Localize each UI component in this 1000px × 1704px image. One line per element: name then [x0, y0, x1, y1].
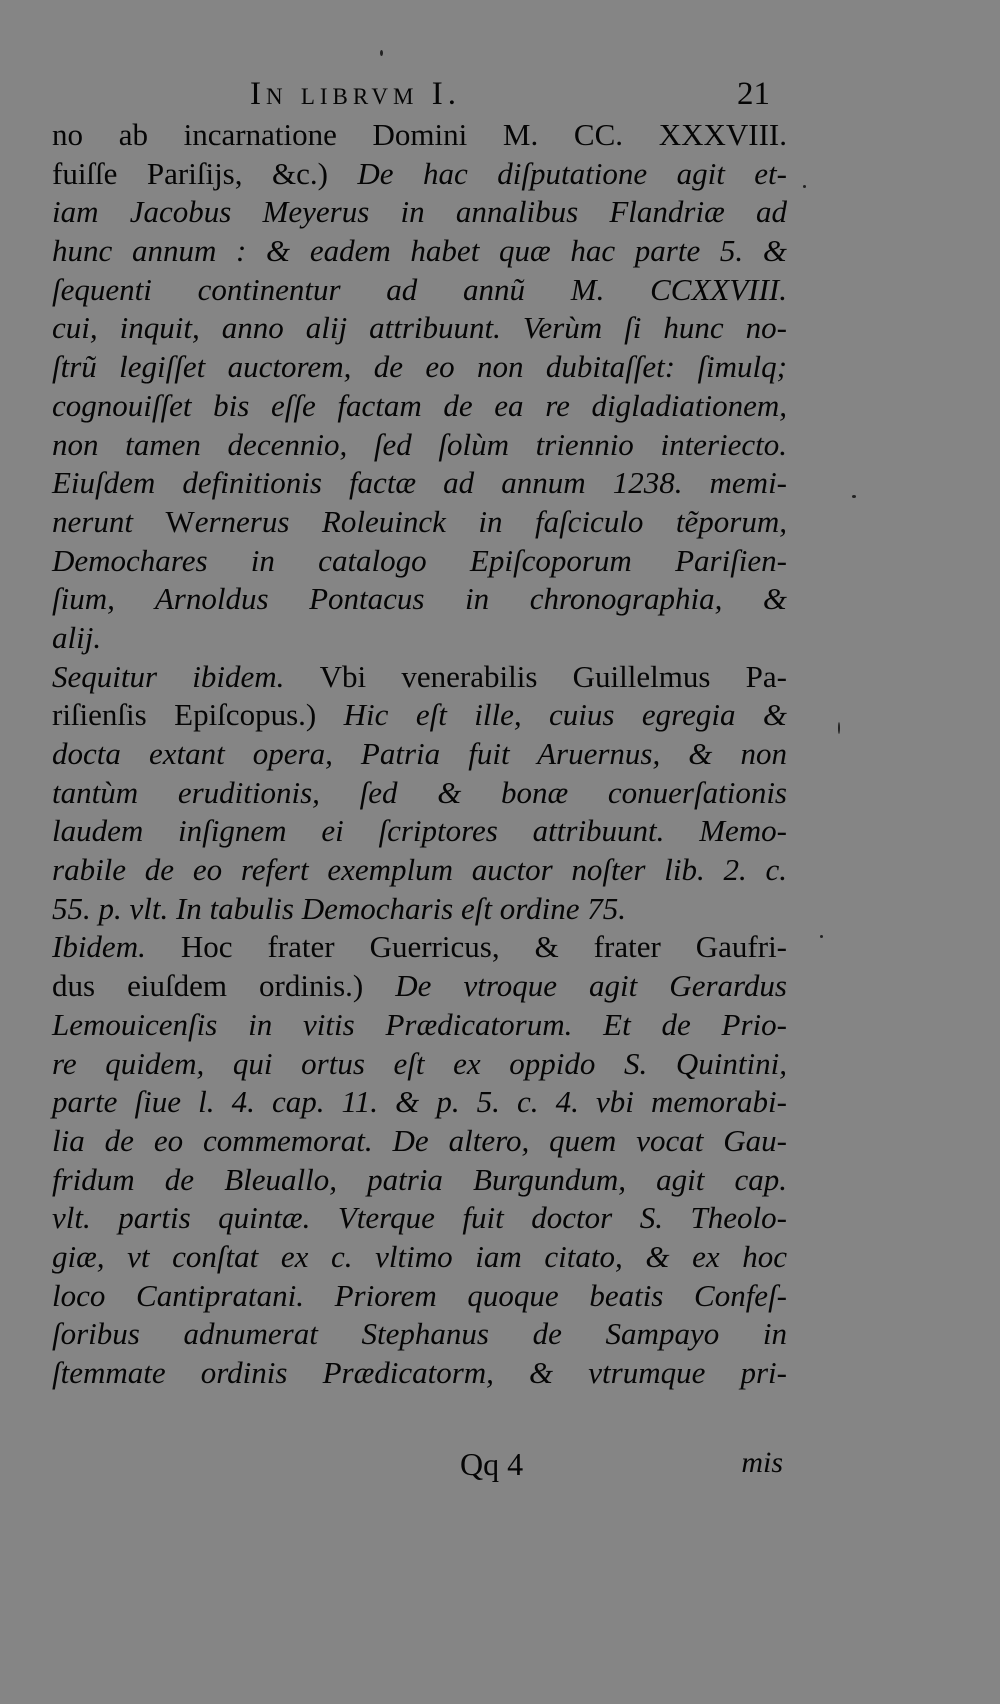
italic-text: fridum de Bleuallo, patria Burgundum, agit cap.: [52, 1161, 787, 1197]
italic-text: 55. p. vlt. In tabulis Democharis eſt ordine 75.: [52, 890, 627, 926]
italic-text: Eiuſdem definitionis factæ ad annum 1238. memi-: [52, 465, 787, 501]
italic-text: ſium, Arnoldus Pontacus in chronographia, &: [52, 581, 787, 617]
text-line: [52, 271, 787, 310]
text-line: [52, 774, 787, 813]
italic-text: iam Jacobus Meyerus in annalibus Flandriæ ad: [52, 194, 787, 230]
italic-text: ſoribus adnumerat Stephanus de Sampayo in: [52, 1316, 787, 1352]
text-line: [52, 1238, 787, 1277]
italic-text: non tamen decennio, ſed ſolùm triennio interiecto.: [52, 426, 787, 462]
text-line: [52, 696, 787, 735]
italic-text: ſtemmate ordinis Prædicatorm, & vtrumque pri-: [52, 1355, 787, 1390]
text-line: [52, 155, 787, 194]
text-line: [52, 928, 787, 967]
text-line: [52, 387, 787, 426]
italic-text: ſtrũ legiſſet auctorem, de eo non dubitaſſet: ſimulq;: [52, 349, 787, 385]
roman-text: Hoc frater Guerricus, & frater Gaufri-: [180, 929, 788, 965]
italic-text: cui, inquit, anno alij attribuunt. Verùm ſi hunc no-: [52, 310, 787, 346]
text-line: [52, 735, 787, 774]
signature-mark: Qq 4: [460, 1446, 524, 1482]
italic-text: Sequitur ibidem.: [52, 658, 320, 694]
print-speck: [852, 495, 856, 498]
text-line: [52, 1083, 787, 1122]
italic-text: vlt. partis quintæ. Vterque fuit doctor S. Theolo-: [52, 1200, 787, 1236]
text-line: [52, 1161, 787, 1200]
italic-text: ernerus Roleuinck in faſciculo tẽporum,: [194, 503, 787, 539]
print-speck: [838, 722, 840, 734]
text-line: [52, 1277, 787, 1316]
italic-text: Lemouicenſis in vitis Prædicatorum. Et de Prio-: [52, 1006, 787, 1042]
text-line: [52, 1354, 787, 1393]
text-line: [52, 193, 787, 232]
page-number: 21: [737, 76, 770, 112]
italic-text: laudem inſignem ei ſcriptores attribuunt. Memo-: [52, 813, 787, 849]
print-speck: [820, 935, 823, 938]
page-header: [250, 76, 770, 116]
text-line: [52, 1006, 787, 1045]
text-line: [52, 116, 787, 155]
italic-text: De vtroque agit Gerardus: [395, 968, 787, 1004]
text-line: [52, 1315, 787, 1354]
page-footer: [52, 1446, 787, 1486]
roman-text: no ab incarnatione Domini M. CC. XXXVIII.: [52, 117, 787, 152]
italic-text: ſequenti continentur ad annũ M. CCXXVIII.: [52, 271, 787, 307]
italic-text: De hac diſputatione agit et-: [357, 155, 787, 191]
text-line: [52, 1045, 787, 1084]
text-line: [52, 1122, 787, 1161]
text-line: [52, 967, 787, 1006]
text-line: [52, 890, 787, 929]
roman-text: riſienſis Epiſcopus.): [52, 697, 344, 733]
text-line: [52, 503, 787, 542]
text-line: [52, 426, 787, 465]
catchword: mis: [741, 1446, 783, 1479]
text-line: [52, 348, 787, 387]
text-line: [52, 542, 787, 581]
text-line: [52, 464, 787, 503]
italic-text: Hic eſt ille, cuius egregia &: [343, 697, 787, 733]
italic-text: alij.: [52, 619, 102, 655]
roman-text: dus eiuſdem ordinis.): [52, 968, 396, 1004]
italic-text: lia de eo commemorat. De altero, quem vocat Gau-: [52, 1122, 787, 1158]
print-speck: [380, 50, 383, 56]
italic-text: tantùm eruditionis, ſed & bonæ conuerſationis: [52, 774, 787, 810]
italic-text: hunc annum : & eadem habet quæ hac parte 5. &: [52, 233, 787, 269]
text-line: [52, 619, 787, 658]
running-head: In librvm I.: [250, 76, 461, 112]
print-speck: [803, 185, 806, 188]
italic-text: Demochares in catalogo Epiſcoporum Pariſien-: [52, 542, 787, 578]
italic-text: nerunt: [52, 503, 166, 539]
text-line: [52, 812, 787, 851]
italic-text: loco Cantipratani. Priorem quoque beatis Confeſ-: [52, 1277, 787, 1313]
text-line: [52, 580, 787, 619]
text-line: [52, 309, 787, 348]
roman-text: Vbi venerabilis Guillelmus Pa-: [319, 658, 788, 694]
italic-text: rabile de eo refert exemplum auctor noſter lib. 2. c.: [52, 852, 787, 888]
roman-text: W: [165, 503, 195, 539]
text-line: [52, 658, 787, 697]
italic-text: re quidem, qui ortus eſt ex oppido S. Quintini,: [52, 1045, 787, 1081]
italic-text: cognouiſſet bis eſſe factam de ea re digladiationem,: [52, 387, 787, 423]
roman-text: fuiſſe Pariſijs, &c.): [52, 155, 358, 191]
text-line: [52, 1199, 787, 1238]
text-line: [52, 232, 787, 271]
italic-text: giæ, vt conſtat ex c. vltimo iam citato, & ex hoc: [52, 1238, 787, 1274]
text-line: [52, 851, 787, 890]
italic-text: parte ſiue l. 4. cap. 11. & p. 5. c. 4. vbi memorabi-: [52, 1084, 787, 1120]
italic-text: Ibidem.: [52, 929, 181, 965]
body-text: [52, 116, 787, 1393]
italic-text: docta extant opera, Patria fuit Aruernus, & non: [52, 736, 787, 771]
